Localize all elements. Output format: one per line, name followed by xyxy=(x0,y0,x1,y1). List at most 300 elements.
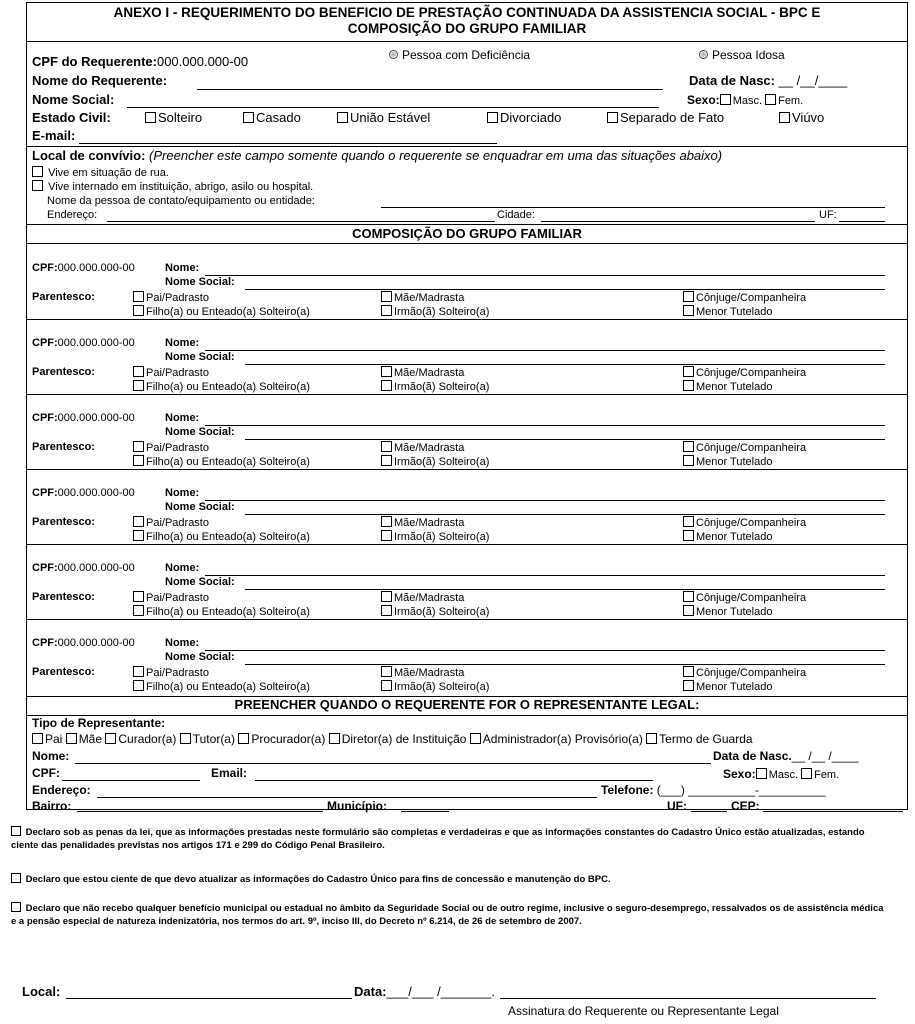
option-label: Filho(a) ou Enteado(a) Solteiro(a) xyxy=(146,381,310,393)
declaration-2 xyxy=(11,873,891,886)
option-label: Termo de Guarda xyxy=(659,732,753,746)
option-label: Menor Tutelado xyxy=(696,306,773,318)
legal-email-label: Email: xyxy=(211,766,248,780)
tipo-representante-options xyxy=(32,732,753,746)
family-member-block xyxy=(27,544,907,619)
cidade-label: Cidade: xyxy=(497,209,535,221)
member-nome-social-field[interactable] xyxy=(245,664,885,665)
checkbox[interactable] xyxy=(381,455,392,466)
option-label: Mãe/Madrasta xyxy=(394,442,465,454)
option-label: Mãe/Madrasta xyxy=(394,517,465,529)
member-cpf-value[interactable]: 000.000.000-00 xyxy=(57,562,135,574)
parentesco-filho[interactable] xyxy=(133,455,310,468)
radio-deficiencia-option[interactable] xyxy=(389,48,530,62)
legal-sexo-masc-checkbox[interactable] xyxy=(756,768,767,779)
radio-deficiencia[interactable] xyxy=(389,50,398,59)
legal-telefone-row xyxy=(601,783,826,797)
member-nome-field[interactable] xyxy=(205,425,885,426)
member-cpf-row xyxy=(32,562,135,574)
member-nome-field[interactable] xyxy=(205,500,885,501)
member-cpf-value[interactable]: 000.000.000-00 xyxy=(57,637,135,649)
signature-label: Assinatura do Requerente ou Representante Legal xyxy=(508,1004,779,1018)
member-cpf-label: CPF: xyxy=(32,487,58,499)
option-label: Filho(a) ou Enteado(a) Solteiro(a) xyxy=(146,456,310,468)
cpf-requerente-row xyxy=(32,54,248,69)
family-member-block xyxy=(27,244,907,319)
checkbox[interactable] xyxy=(133,380,144,391)
divider xyxy=(27,146,907,147)
tipo-procurador[interactable] xyxy=(238,732,325,746)
radio-idosa-option[interactable] xyxy=(699,48,785,62)
checkbox[interactable] xyxy=(779,112,790,123)
checkbox[interactable] xyxy=(180,733,191,744)
checkbox[interactable] xyxy=(381,516,392,527)
tipo-mae[interactable] xyxy=(66,732,102,746)
checkbox[interactable] xyxy=(381,591,392,602)
legal-uf-field[interactable] xyxy=(691,811,727,812)
checkbox[interactable] xyxy=(66,733,77,744)
sexo-masc-checkbox[interactable] xyxy=(720,94,731,105)
member-cpf-value[interactable]: 000.000.000-00 xyxy=(57,412,135,424)
parentesco-pai[interactable] xyxy=(133,591,209,604)
parentesco-conjuge[interactable] xyxy=(683,291,806,304)
option-label: Pai/Padrasto xyxy=(146,517,209,529)
parentesco-pai[interactable] xyxy=(133,366,209,379)
checkbox[interactable] xyxy=(683,380,694,391)
checkbox[interactable] xyxy=(238,733,249,744)
form-title xyxy=(27,5,907,37)
parentesco-pai[interactable] xyxy=(133,441,209,454)
estado-civil-label: Estado Civil: xyxy=(32,110,111,125)
family-member-block xyxy=(27,469,907,544)
parentesco-mae[interactable] xyxy=(381,441,464,454)
estado-civil-uniao[interactable] xyxy=(337,110,430,125)
uf-convivio-label: UF: xyxy=(819,209,837,221)
member-nome-label: Nome: xyxy=(165,562,200,574)
member-cpf-row xyxy=(32,637,135,649)
declaration-2-text: Declaro que estou ciente de que devo atualizar as informações do Cadastro Único para fins de concessão e manutenção do BPC. xyxy=(25,874,611,885)
member-nome-social-label: Nome Social: xyxy=(165,576,235,588)
legal-bairro-label: Bairro: xyxy=(32,799,72,813)
option-label: Cônjuge/Companheira xyxy=(696,367,807,379)
checkbox[interactable] xyxy=(381,291,392,302)
checkbox[interactable] xyxy=(683,680,694,691)
member-cpf-label: CPF: xyxy=(32,562,58,574)
parentesco-mae[interactable] xyxy=(381,366,464,379)
convivio-internado-option[interactable] xyxy=(32,180,313,193)
divider xyxy=(27,224,907,225)
parentesco-menor[interactable] xyxy=(683,380,772,393)
option-label: Irmão(ã) Solteiro(a) xyxy=(394,531,490,543)
checkbox[interactable] xyxy=(133,680,144,691)
member-cpf-row xyxy=(32,412,135,424)
parentesco-pai[interactable] xyxy=(133,291,209,304)
legal-municipio-field[interactable] xyxy=(401,811,449,812)
legal-cep-label: CEP: xyxy=(731,799,760,813)
parentesco-irmao[interactable] xyxy=(381,680,489,693)
contato-label: Nome da pessoa de contato/equipamento ou entidade: xyxy=(47,195,315,207)
checkbox[interactable] xyxy=(329,733,340,744)
email-label: E-mail: xyxy=(32,128,76,143)
nome-requerente-label: Nome do Requerente: xyxy=(32,73,168,88)
member-nome-social-field[interactable] xyxy=(245,364,885,365)
checkbox[interactable] xyxy=(32,180,43,191)
checkbox[interactable] xyxy=(133,666,144,677)
option-label: Mãe/Madrasta xyxy=(394,292,465,304)
option-label: Irmão(ã) Solteiro(a) xyxy=(394,606,490,618)
member-cpf-value[interactable]: 000.000.000-00 xyxy=(57,487,135,499)
legal-sexo-row xyxy=(723,767,839,781)
option-label: Viúvo xyxy=(792,110,825,125)
checkbox[interactable] xyxy=(243,112,254,123)
member-nome-label: Nome: xyxy=(165,337,200,349)
convivio-rua-option[interactable] xyxy=(32,166,169,179)
tipo-administrador[interactable] xyxy=(470,732,643,746)
checkbox[interactable] xyxy=(133,441,144,452)
legal-email-field[interactable] xyxy=(255,780,653,781)
checkbox[interactable] xyxy=(683,516,694,527)
checkbox[interactable] xyxy=(133,291,144,302)
parentesco-irmao[interactable] xyxy=(381,605,489,618)
option-label: Diretor(a) de Instituição xyxy=(341,732,467,746)
checkbox[interactable] xyxy=(133,366,144,377)
email-field[interactable] xyxy=(79,143,497,144)
parentesco-irmao[interactable] xyxy=(381,305,489,318)
legal-sexo-masc-label: Masc. xyxy=(768,769,799,781)
checkbox[interactable] xyxy=(337,112,348,123)
option-label: Pai/Padrasto xyxy=(146,292,209,304)
parentesco-filho[interactable] xyxy=(133,680,310,693)
checkbox[interactable] xyxy=(133,605,144,616)
tipo-representante-label: Tipo de Representante: xyxy=(32,716,166,730)
footer-data-row xyxy=(354,984,495,999)
option-label: Separado de Fato xyxy=(620,110,725,125)
legal-data-nasc-label: Data de Nasc. xyxy=(713,749,792,763)
parentesco-pai[interactable] xyxy=(133,516,209,529)
option-label: Procurador(a) xyxy=(251,732,326,746)
tipo-diretor[interactable] xyxy=(329,732,467,746)
member-parentesco-label: Parentesco: xyxy=(32,366,95,378)
checkbox[interactable] xyxy=(683,441,694,452)
option-label: Irmão(ã) Solteiro(a) xyxy=(394,306,490,318)
legal-endereco-label: Endereço: xyxy=(32,783,91,797)
sexo-masc-label: Masc. xyxy=(732,95,763,107)
checkbox[interactable] xyxy=(133,591,144,602)
checkbox[interactable] xyxy=(381,305,392,316)
contato-field[interactable] xyxy=(381,207,885,208)
member-nome-social-label: Nome Social: xyxy=(165,351,235,363)
option-label: Tutor(a) xyxy=(192,732,235,746)
member-nome-social-label: Nome Social: xyxy=(165,501,235,513)
nome-social-field[interactable] xyxy=(127,107,659,108)
checkbox[interactable] xyxy=(381,530,392,541)
declaration-1-checkbox[interactable] xyxy=(11,826,21,836)
parentesco-conjuge[interactable] xyxy=(683,591,806,604)
option-label: Filho(a) ou Enteado(a) Solteiro(a) xyxy=(146,681,310,693)
legal-sexo-label: Sexo: xyxy=(723,767,756,781)
divider xyxy=(27,41,907,42)
sexo-row xyxy=(687,93,803,107)
estado-civil-casado[interactable] xyxy=(243,110,301,125)
tipo-tutor[interactable] xyxy=(180,732,235,746)
checkbox[interactable] xyxy=(381,380,392,391)
family-member-block xyxy=(27,619,907,694)
member-cpf-row xyxy=(32,487,135,499)
legal-telefone-label: Telefone: xyxy=(601,783,654,797)
checkbox[interactable] xyxy=(683,666,694,677)
option-label: Menor Tutelado xyxy=(696,456,773,468)
option-label: Mãe/Madrasta xyxy=(394,592,465,604)
radio-deficiencia-label: Pessoa com Deficiência xyxy=(402,48,531,62)
checkbox[interactable] xyxy=(607,112,618,123)
legal-data-nasc-field[interactable]: __ /__ /____ xyxy=(791,749,859,763)
option-label: Vive em situação de rua. xyxy=(48,167,169,179)
family-member-block xyxy=(27,319,907,394)
parentesco-pai[interactable] xyxy=(133,666,209,679)
member-nome-label: Nome: xyxy=(165,637,200,649)
checkbox[interactable] xyxy=(683,305,694,316)
estado-civil-solteiro[interactable] xyxy=(145,110,202,125)
checkbox[interactable] xyxy=(683,455,694,466)
option-label: União Estável xyxy=(350,110,431,125)
parentesco-menor[interactable] xyxy=(683,680,772,693)
parentesco-irmao[interactable] xyxy=(381,455,489,468)
member-nome-label: Nome: xyxy=(165,262,200,274)
member-nome-social-label: Nome Social: xyxy=(165,276,235,288)
parentesco-mae[interactable] xyxy=(381,591,464,604)
uf-convivio-field[interactable] xyxy=(839,221,885,222)
member-cpf-label: CPF: xyxy=(32,337,58,349)
signature-line[interactable] xyxy=(500,998,876,999)
parentesco-filho[interactable] xyxy=(133,380,310,393)
option-label: Cônjuge/Companheira xyxy=(696,592,807,604)
legal-nome-field[interactable] xyxy=(75,763,711,764)
endereco-convivio-label: Endereço: xyxy=(47,209,98,221)
option-label: Filho(a) ou Enteado(a) Solteiro(a) xyxy=(146,531,310,543)
title-line-1: ANEXO I - REQUERIMENTO DO BENEFICIO DE PRESTAÇÃO CONTINUADA DA ASSISTENCIA SOCIAL - BPC E xyxy=(113,5,821,20)
parentesco-conjuge[interactable] xyxy=(683,366,806,379)
checkbox[interactable] xyxy=(133,305,144,316)
member-nome-label: Nome: xyxy=(165,412,200,424)
option-label: Filho(a) ou Enteado(a) Solteiro(a) xyxy=(146,306,310,318)
tipo-termo-guarda[interactable] xyxy=(646,732,752,746)
legal-nome-label: Nome: xyxy=(32,749,70,763)
option-label: Mãe xyxy=(78,732,103,746)
member-nome-label: Nome: xyxy=(165,487,200,499)
endereco-convivio-field[interactable] xyxy=(107,221,495,222)
member-nome-social-label: Nome Social: xyxy=(165,426,235,438)
legal-endereco-field[interactable] xyxy=(97,797,597,798)
cpf-requerente-label: CPF do Requerente: xyxy=(32,54,157,69)
data-nasc-label: Data de Nasc: xyxy=(689,73,775,88)
parentesco-irmao[interactable] xyxy=(381,530,489,543)
footer-local-field[interactable] xyxy=(66,998,352,999)
legal-cpf-field[interactable] xyxy=(62,780,200,781)
member-nome-social-field[interactable] xyxy=(245,289,885,290)
parentesco-mae[interactable] xyxy=(381,516,464,529)
legal-cpf-label: CPF: xyxy=(32,766,60,780)
option-label: Filho(a) ou Enteado(a) Solteiro(a) xyxy=(146,606,310,618)
parentesco-mae[interactable] xyxy=(381,666,464,679)
option-label: Solteiro xyxy=(158,110,203,125)
checkbox[interactable] xyxy=(133,516,144,527)
family-member-block xyxy=(27,394,907,469)
parentesco-conjuge[interactable] xyxy=(683,666,806,679)
member-parentesco-label: Parentesco: xyxy=(32,291,95,303)
checkbox[interactable] xyxy=(646,733,657,744)
parentesco-menor[interactable] xyxy=(683,605,772,618)
parentesco-filho[interactable] xyxy=(133,605,310,618)
legal-data-nasc-row xyxy=(713,749,858,763)
option-label: Mãe/Madrasta xyxy=(394,667,465,679)
estado-civil-divorciado[interactable] xyxy=(487,110,561,125)
member-nome-field[interactable] xyxy=(205,350,885,351)
data-nasc-row xyxy=(689,73,847,88)
member-cpf-label: CPF: xyxy=(32,412,58,424)
declaration-1 xyxy=(11,826,891,852)
member-cpf-row xyxy=(32,262,135,274)
parentesco-menor[interactable] xyxy=(683,455,772,468)
option-label: Curador(a) xyxy=(118,732,177,746)
member-cpf-value[interactable]: 000.000.000-00 xyxy=(57,337,135,349)
legal-section-title: PREENCHER QUANDO O REQUERENTE FOR O REPRESENTANTE LEGAL: xyxy=(234,697,700,712)
legal-telefone-field[interactable]: (___) __________-__________ xyxy=(656,783,826,797)
data-nasc-field[interactable]: __ /__/____ xyxy=(778,73,848,88)
family-section-title: COMPOSIÇÃO DO GRUPO FAMILIAR xyxy=(352,226,582,241)
sexo-fem-label: Fem. xyxy=(778,95,804,107)
option-label: Cônjuge/Companheira xyxy=(696,517,807,529)
option-label: Cônjuge/Companheira xyxy=(696,292,807,304)
option-label: Pai/Padrasto xyxy=(146,667,209,679)
checkbox[interactable] xyxy=(683,591,694,602)
checkbox[interactable] xyxy=(133,455,144,466)
estado-civil-viuvo[interactable] xyxy=(779,110,824,125)
declaration-3 xyxy=(11,902,891,928)
option-label: Cônjuge/Companheira xyxy=(696,442,807,454)
nome-requerente-field[interactable] xyxy=(197,89,663,90)
member-nome-social-field[interactable] xyxy=(245,439,885,440)
checkbox[interactable] xyxy=(470,733,481,744)
checkbox[interactable] xyxy=(381,366,392,377)
member-parentesco-label: Parentesco: xyxy=(32,441,95,453)
footer-data-field[interactable]: ___/___ /_______. xyxy=(386,984,495,999)
legal-uf-label: UF: xyxy=(667,799,687,813)
option-label: Cônjuge/Companheira xyxy=(696,667,807,679)
member-parentesco-label: Parentesco: xyxy=(32,591,95,603)
legal-municipio-label: Município: xyxy=(327,799,387,813)
nome-social-label: Nome Social: xyxy=(32,92,115,107)
legal-bairro-field[interactable] xyxy=(77,811,323,812)
checkbox[interactable] xyxy=(381,605,392,616)
radio-idosa[interactable] xyxy=(699,50,708,59)
checkbox[interactable] xyxy=(133,530,144,541)
option-label: Pai/Padrasto xyxy=(146,592,209,604)
option-label: Casado xyxy=(256,110,301,125)
option-label: Irmão(ã) Solteiro(a) xyxy=(394,681,490,693)
convivio-label: Local de convívio: xyxy=(32,148,146,163)
option-label: Pai/Padrasto xyxy=(146,442,209,454)
member-parentesco-label: Parentesco: xyxy=(32,666,95,678)
checkbox[interactable] xyxy=(683,366,694,377)
parentesco-conjuge[interactable] xyxy=(683,516,806,529)
option-label: Menor Tutelado xyxy=(696,606,773,618)
member-nome-social-field[interactable] xyxy=(245,589,885,590)
bpc-form xyxy=(26,2,908,813)
member-cpf-label: CPF: xyxy=(32,637,58,649)
option-label: Menor Tutelado xyxy=(696,381,773,393)
cpf-requerente-value[interactable]: 000.000.000-00 xyxy=(156,54,249,69)
legal-sexo-fem-checkbox[interactable] xyxy=(801,768,812,779)
sexo-fem-checkbox[interactable] xyxy=(765,94,776,105)
checkbox[interactable] xyxy=(683,530,694,541)
cidade-field[interactable] xyxy=(541,221,815,222)
option-label: Vive internado em instituição, abrigo, asilo ou hospital. xyxy=(48,181,314,193)
legal-sexo-fem-label: Fem. xyxy=(814,769,840,781)
estado-civil-separado[interactable] xyxy=(607,110,724,125)
footer-local-label: Local: xyxy=(22,984,61,999)
tipo-pai[interactable] xyxy=(32,732,62,746)
member-nome-social-field[interactable] xyxy=(245,514,885,515)
checkbox[interactable] xyxy=(381,666,392,677)
footer-data-label: Data: xyxy=(354,984,387,999)
member-cpf-value[interactable]: 000.000.000-00 xyxy=(57,262,135,274)
parentesco-filho[interactable] xyxy=(133,305,310,318)
convivio-header xyxy=(32,148,722,163)
parentesco-menor[interactable] xyxy=(683,305,772,318)
parentesco-conjuge[interactable] xyxy=(683,441,806,454)
checkbox[interactable] xyxy=(32,166,43,177)
member-cpf-row xyxy=(32,337,135,349)
declaration-1-text: Declaro sob as penas da lei, que as informações prestadas neste formulário são completas e verdadeiras e que as informações constantes do Cadastro Único estão atualizadas, estando ciente das penalidades previstas nos artigos 171 e 299 do Código Penal Brasileiro. xyxy=(11,827,865,851)
checkbox[interactable] xyxy=(487,112,498,123)
convivio-hint: (Preencher este campo somente quando o requerente se enquadrar em uma das situações abaixo) xyxy=(149,148,723,163)
declaration-3-text: Declaro que não recebo qualquer benefício municipal ou estadual no âmbito da Seguridade Social ou de outro regime, inclusive o seguro-desemprego, ressalvados os de assistência médica e a pensão especial de natureza indenizatória, nos termos do art. 9º, inciso III, do Decreto nº 6.214, de 26 de setembro de 2007. xyxy=(11,903,884,927)
option-label: Pai xyxy=(45,732,63,746)
parentesco-filho[interactable] xyxy=(133,530,310,543)
member-nome-field[interactable] xyxy=(205,650,885,651)
checkbox[interactable] xyxy=(381,680,392,691)
tipo-curador[interactable] xyxy=(105,732,176,746)
title-line-2: COMPOSIÇÃO DO GRUPO FAMILIAR xyxy=(347,21,587,36)
option-label: Pai/Padrasto xyxy=(146,367,209,379)
checkbox[interactable] xyxy=(32,733,43,744)
parentesco-mae[interactable] xyxy=(381,291,464,304)
checkbox[interactable] xyxy=(683,291,694,302)
checkbox[interactable] xyxy=(145,112,156,123)
sexo-label: Sexo: xyxy=(687,93,720,107)
radio-idosa-label: Pessoa Idosa xyxy=(712,48,785,62)
member-nome-social-label: Nome Social: xyxy=(165,651,235,663)
parentesco-irmao[interactable] xyxy=(381,380,489,393)
checkbox[interactable] xyxy=(381,441,392,452)
member-nome-field[interactable] xyxy=(205,575,885,576)
option-label: Administrador(a) Provisório(a) xyxy=(482,732,643,746)
option-label: Irmão(ã) Solteiro(a) xyxy=(394,381,490,393)
option-label: Menor Tutelado xyxy=(696,531,773,543)
option-label: Menor Tutelado xyxy=(696,681,773,693)
option-label: Divorciado xyxy=(500,110,562,125)
checkbox[interactable] xyxy=(105,733,116,744)
declaration-3-checkbox[interactable] xyxy=(11,902,21,912)
checkbox[interactable] xyxy=(683,605,694,616)
member-cpf-label: CPF: xyxy=(32,262,58,274)
declaration-2-checkbox[interactable] xyxy=(11,873,21,883)
legal-cep-field[interactable] xyxy=(763,811,903,812)
member-parentesco-label: Parentesco: xyxy=(32,516,95,528)
member-nome-field[interactable] xyxy=(205,275,885,276)
parentesco-menor[interactable] xyxy=(683,530,772,543)
option-label: Irmão(ã) Solteiro(a) xyxy=(394,456,490,468)
